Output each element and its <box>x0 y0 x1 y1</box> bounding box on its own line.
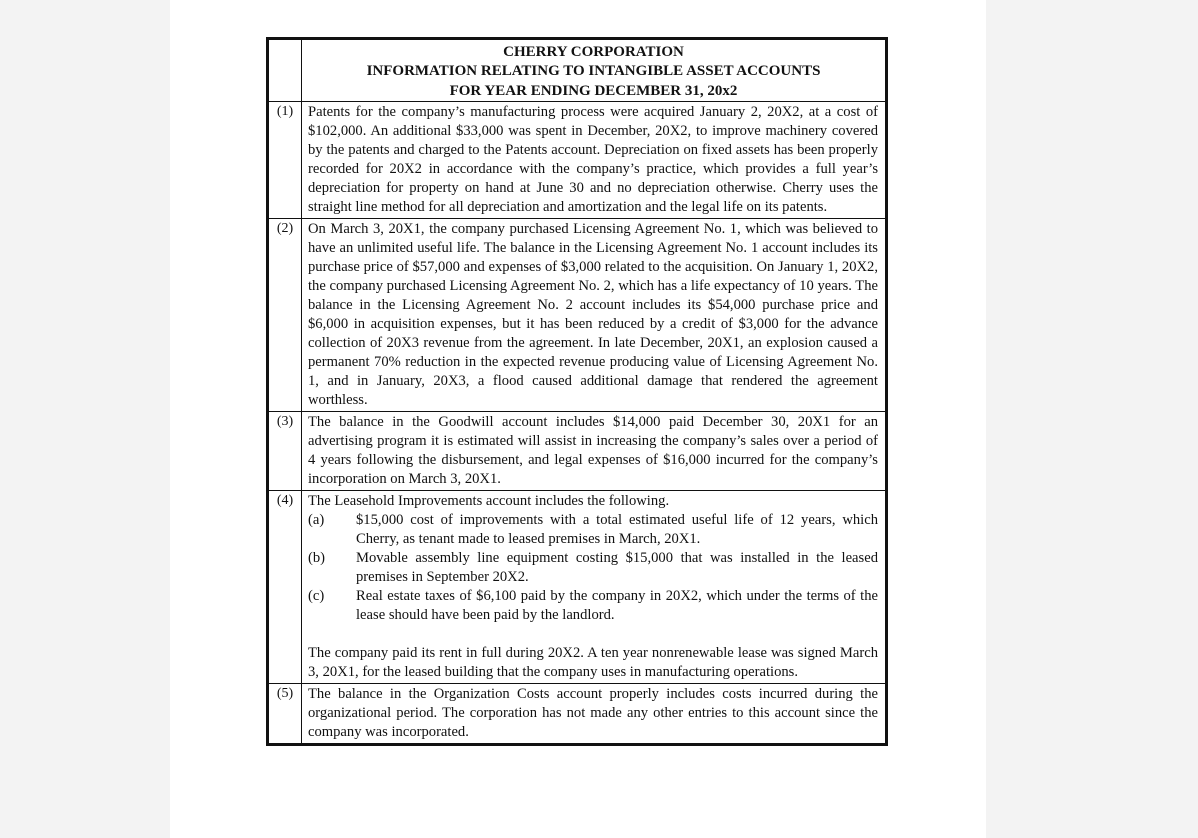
item-text-licensing: On March 3, 20X1, the company purchased Licensing Agreement No. 1, which was believed to have an unlimited useful life. The balance in the Licensing Agreement No. 1 account includes its purchase price of $57,000 and expenses of $3,000 related to the acquisition. On January 1, 20X2, the company purchased Licensing Agreement No. 2, which has a life expectancy of 10 years. The balance in the Licensing Agreement No. 2 account includes its $54,000 purchase price and $6,000 in acquisition expenses, but it has been reduced by a credit of $3,000 for the advance collection of 20X3 revenue from the agreement. In late December, 20X1, an explosion caused a permanent 70% reduction in the expected revenue producing value of Licensing Agreement No. 1, and in January, 20X3, a flood caused additional damage that rendered the agreement worthless. <box>302 219 887 412</box>
item-number: (5) <box>268 684 302 745</box>
leasehold-closing: The company paid its rent in full during 20X2. A ten year nonrenewable lease was signed March 3, 20X1, for the leased building that the company uses in manufacturing operations. <box>308 645 878 681</box>
table-row <box>268 102 887 219</box>
leasehold-intro: The Leasehold Improvements account includes the following. <box>308 493 670 510</box>
table-row <box>268 684 887 745</box>
item-text-organization-costs: The balance in the Organization Costs account properly includes costs incurred during the organizational period. The corporation has not made any other entries to this account since the company was incorporated. <box>302 684 887 745</box>
table-row <box>268 491 887 684</box>
sub-item-letter: (b) <box>308 550 326 567</box>
sub-item-text: $15,000 cost of improvements with a total estimated useful life of 12 years, which Cherry, as tenant made to leased premises in March, 20X1. <box>356 512 878 548</box>
item-text-goodwill: The balance in the Goodwill account includes $14,000 paid December 30, 20X1 for an advertising program it is estimated will assist in increasing the company’s sales over a period of 4 years following the disbursement, and legal expenses of $16,000 incurred for the company’s incorporation on March 3, 20X1. <box>302 412 887 491</box>
period-line: FOR YEAR ENDING DECEMBER 31, 20x2 <box>449 82 738 99</box>
sub-item-b <box>308 549 878 587</box>
sub-item-text: Movable assembly line equipment costing $15,000 that was installed in the leased premises in September 20X2. <box>356 550 878 586</box>
item-number: (3) <box>268 412 302 491</box>
table-row <box>268 219 887 412</box>
document-page <box>170 0 986 838</box>
spacer <box>308 625 878 644</box>
title-line: INFORMATION RELATING TO INTANGIBLE ASSET ACCOUNTS <box>366 63 821 80</box>
sub-item-c <box>308 587 878 625</box>
item-text-leasehold <box>302 491 887 684</box>
table-row <box>268 412 887 491</box>
sub-item-a <box>308 511 878 549</box>
sub-item-letter: (a) <box>308 512 325 529</box>
item-number: (4) <box>268 491 302 684</box>
intangible-assets-table <box>266 37 888 746</box>
company-name: CHERRY CORPORATION <box>503 44 684 60</box>
item-text-patents: Patents for the company’s manufacturing process were acquired January 2, 20X2, at a cost of $102,000. An additional $33,000 was spent in December, 20X2, to improve machinery covered by the patents and charged to the Patents account. Depreciation on fixed assets has been properly recorded for 20X2 in accordance with the company’s practice, which provides a full year’s depreciation for property on hand at June 30 and no depreciation otherwise. Cherry uses the straight line method for all depreciation and amortization and the legal life on its patents. <box>302 102 887 219</box>
item-number: (2) <box>268 219 302 412</box>
table-title <box>302 39 887 102</box>
sub-item-letter: (c) <box>308 588 325 605</box>
sub-item-text: Real estate taxes of $6,100 paid by the company in 20X2, which under the terms of the lease should have been paid by the landlord. <box>356 588 878 624</box>
header-row <box>268 39 887 102</box>
header-number-cell <box>268 39 302 102</box>
item-number: (1) <box>268 102 302 219</box>
